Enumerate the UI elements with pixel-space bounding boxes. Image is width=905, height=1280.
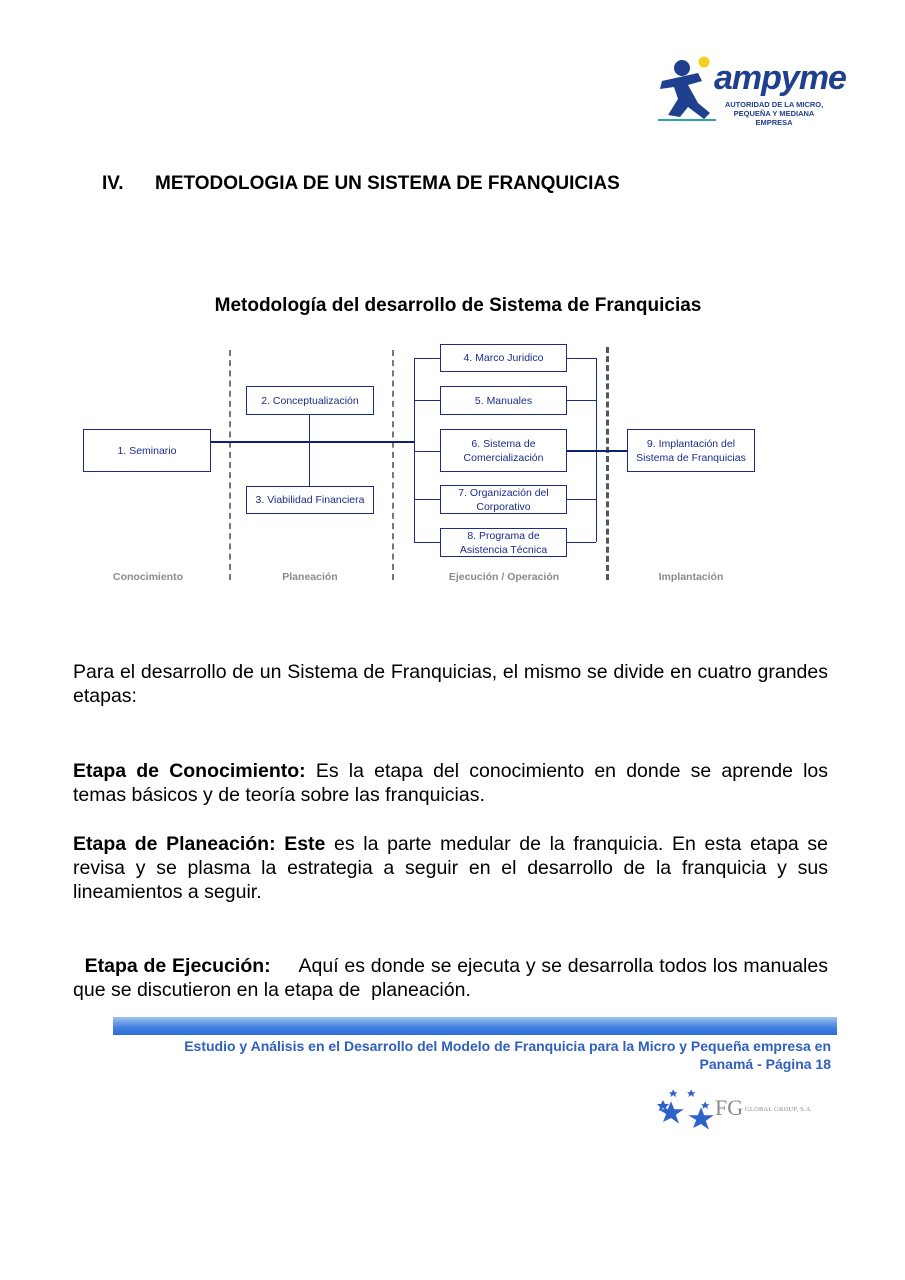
footer-bar <box>113 1017 837 1035</box>
logo-tagline: AUTORIDAD DE LA MICRO, PEQUEÑA Y MEDIANA EMPRESA <box>724 100 824 127</box>
stars-circle-icon <box>655 1088 717 1136</box>
phase-label-implantacion: Implantación <box>658 571 724 583</box>
box-manuales: 5. Manuales <box>440 386 567 415</box>
box-viabilidad-financiera: 3. Viabilidad Financiera <box>246 486 374 514</box>
fg-initials: FG <box>715 1095 744 1120</box>
diagram-title: Metodología del desarrollo de Sistema de Franquicias <box>214 295 702 316</box>
connector <box>567 358 596 359</box>
phase-separator <box>229 350 231 580</box>
fg-global-logo <box>655 1088 825 1138</box>
stage-planeacion-text: es la parte medular de la franquicia. En esta etapa se revisa y se plasma la estrategia a seguir en el desarrollo de la franquicia y sus lineamientos a seguir. <box>73 833 828 903</box>
phase-label-conocimiento: Conocimiento <box>113 571 183 583</box>
connector <box>309 415 310 486</box>
footer-line-1: Estudio y Análisis en el Desarrollo del Modelo de Franquicia para la Micro y Pequeña empresa en <box>184 1038 831 1054</box>
connector <box>567 542 596 543</box>
connector <box>414 400 440 401</box>
stage-planeacion-label: Etapa de Planeación: Este <box>73 833 326 855</box>
footer-line-2: Panamá - Página 18 <box>699 1056 831 1072</box>
phase-label-ejecucion: Ejecución / Operación <box>448 571 560 583</box>
main-connector <box>211 441 415 443</box>
stage-conocimiento-text: Es la etapa del conocimiento en donde se aprende los temas básicos y de teoría sobre las franquicias. <box>73 760 829 806</box>
connector <box>414 358 415 542</box>
phase-separator <box>606 347 609 580</box>
methodology-diagram <box>0 0 905 600</box>
stage-planeacion-paragraph <box>73 832 828 904</box>
box-programa-asistencia: 8. Programa de Asistencia Técnica <box>440 528 567 557</box>
stage-ejecucion-label: Etapa de Ejecución: <box>84 955 271 977</box>
box-conceptualizacion: 2. Conceptualización <box>246 386 374 415</box>
fg-name: GLOBAL GROUP, S.A. <box>745 1106 813 1113</box>
stage-ejecucion-text: Aquí es donde se ejecuta y se desarrolla todos los manuales que se discutieron en la etapa de planeación. <box>73 955 834 1001</box>
connector <box>414 451 440 452</box>
connector <box>567 499 596 500</box>
box-organizacion-corporativo: 7. Organización del Corporativo <box>440 485 567 514</box>
section-number: IV. <box>102 173 124 194</box>
connector <box>567 400 596 401</box>
connector <box>567 450 627 452</box>
box-marco-juridico: 4. Marco Juridico <box>440 344 567 372</box>
box-seminario: 1. Seminario <box>83 429 211 472</box>
connector <box>414 542 440 543</box>
stage-ejecucion-paragraph <box>73 930 834 1002</box>
phase-label-planeacion: Planeación <box>282 571 338 583</box>
box-implantacion: 9. Implantación del Sistema de Franquicias <box>627 429 755 472</box>
stage-conocimiento-paragraph <box>73 759 828 807</box>
connector <box>414 358 440 359</box>
phase-separator <box>392 350 394 580</box>
section-title: METODOLOGIA DE UN SISTEMA DE FRANQUICIAS <box>155 173 620 194</box>
box-sistema-comercializacion: 6. Sistema de Comercialización <box>440 429 567 472</box>
logo-wordmark: ampyme <box>714 59 846 97</box>
intro-paragraph: Para el desarrollo de un Sistema de Franquicias, el mismo se divide en cuatro grandes etapas: <box>73 661 828 707</box>
stage-conocimiento-label: Etapa de Conocimiento: <box>73 760 306 782</box>
connector <box>414 499 440 500</box>
